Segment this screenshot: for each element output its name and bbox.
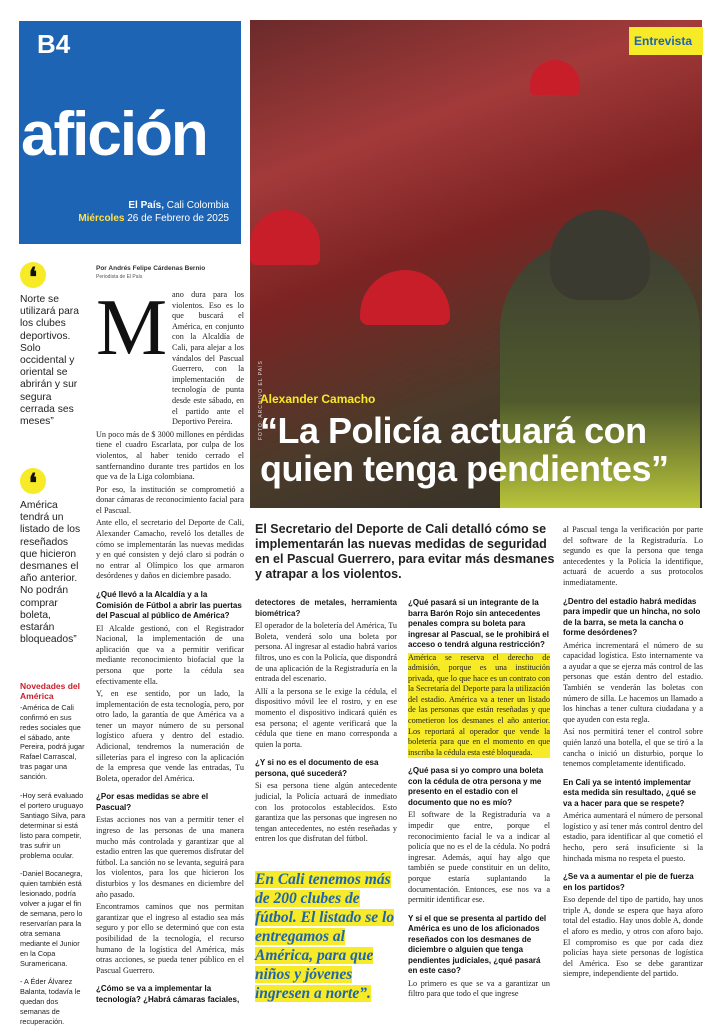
question: ¿Por esas medidas se abre el Pascual? <box>96 792 209 812</box>
question: ¿Dentro del estadio habrá medidas para impedir que un hincha, no solo de la barra, se meta la cancha o forme desórdenes? <box>563 596 701 638</box>
byline <box>96 265 246 281</box>
answer: Así nos permitirá tener el control sobre quién lanzó una botella, el que se tiró a la cancha o inició un disturbio, porque lo tenemos completamente identificado. <box>563 727 703 769</box>
pull-quote <box>255 870 395 1003</box>
answer: América incrementará el número de su capacidad logística. Esto internamente va a ayudar a que se ejerza más control de las personas que están dentro del estadio. También se venderán las boletas con número de silla. Le hacemos un llamado a los hinchas a tener cultura ciudadana y a que ayuden con esta regla. <box>563 640 703 724</box>
answer: Allí a la persona se le exige la cédula, el dispositivo móvil lee el rostro, y en ese momento el dispositivo indicará quién es esa persona; el agente verificará que la cédula que tiene en mano corresponda a quien la porta. <box>255 686 397 749</box>
fan-cap-shape <box>250 210 320 265</box>
sidebar-quote <box>20 468 86 646</box>
fan-cap-shape <box>530 60 580 95</box>
answer: Lo primero es que se va a garantizar un filtro para que todo el que ingrese <box>408 978 550 999</box>
answer: Encontramos caminos que nos permitan garantizar que el ingreso al estadio sea más seguro y por ello se determinó que con esta posibilidad de la tecnología, el recurso humano de la logística del América, más otras acciones, se pueda tener público en el Pascual Guerrero. <box>96 902 244 975</box>
article-column-2 <box>255 598 397 847</box>
note-item: - A Éder Álvarez Balanta, todavía le quedan dos semanas de recuperación. <box>20 977 81 1027</box>
masthead <box>19 21 241 244</box>
quote-icon: ❛ <box>20 262 46 288</box>
question: ¿Cómo se va a implementar la tecnología? ¿Habrá cámaras faciales, <box>96 984 240 1004</box>
fan-cap-shape <box>360 270 450 325</box>
paragraph: Por eso, la institución se comprometió a donar cámaras de reconocimiento facial para el Pascual. <box>96 484 244 515</box>
publication-info <box>78 199 229 225</box>
answer: El software de la Registraduría va a impedir que entre, porque el reconocimiento facial le va a indicar al policía que no es el de la cédula. No podrá ingresar. Además, aquí hay algo que también se puede constituir en un delito, porque estaría suplantando la documentación. Entonces, ese nos va a permitir identificar ese. <box>408 810 550 905</box>
quote-icon: ❛ <box>20 468 46 494</box>
answer: El Alcalde gestionó, con el Registrador Nacional, la implementación de una aplicación que va a permitir verificar mediante reconocimiento biofacial que la persona que porte la cédula sea efectivamente ella. <box>96 623 244 686</box>
note-item: -América de Cali confirmó en sus redes sociales que el sábado, ante Pereira, podrá jugar Rafael Carrascal, tras pagar una sanción. <box>20 702 85 782</box>
notes-title: Novedades del América <box>20 681 80 701</box>
question: ¿Qué pasa si yo compro una boleta con la cédula de otra persona y me presento en el estadio con el documento que no es mío? <box>408 766 544 807</box>
answer: detectores de metales, herramienta biométrica? <box>255 598 397 618</box>
answer: al Pascual tenga la verificación por parte del software de la Registraduría. Lo segundo es que la persona que tenga antecedentes y la Policía la identifique, actuará de acuerdo a sus protocolos inmediatamente. <box>563 525 703 587</box>
question: ¿Se va a aumentar el pie de fuerza en los partidos? <box>563 872 694 892</box>
question: En Cali ya se intentó implementar esta medida sin resultado, ¿qué se va a hacer para que se respete? <box>563 777 696 808</box>
publication-day: Miércoles <box>78 213 125 224</box>
article-column-3 <box>408 598 550 1002</box>
sidebar-quote <box>20 262 86 428</box>
article-column-1 <box>96 284 245 1007</box>
drop-cap: M <box>96 284 168 372</box>
answer: Si esa persona tiene algún antecedente judicial, la Policía actuará de inmediato con los protocolos establecidos. Esto garantiza que las personas que ingresen no tengan antecedentes, no estén reseñadas y entren los que disfrutan del fútbol. <box>255 781 397 844</box>
page-number: B4 <box>37 29 71 59</box>
police-helmet-shape <box>550 210 650 300</box>
note-item: -Hoy será evaluado el portero uruguayo Santiago Silva, para determinar si está listo para competir, tras sufrir un problema ocular. <box>20 791 86 860</box>
answer: Y, en ese sentido, por un lado, la implementación de esta tecnología, pero, por otro lado, la garantía de que América va a tener un mayor número de su personal logístico afuera y dentro del estadio. Adicional, tendremos la numeración de silleterías para el ingreso con la aplicación de la empresa que vende las entradas, Tu Boleta, operador del América. <box>96 689 244 783</box>
lead-photo <box>250 20 702 508</box>
question: ¿Qué llevó a la Alcaldía y a la Comisión de Fútbol a abrir las puertas del Pascual al público de América? <box>96 590 242 621</box>
answer: El operador de la boletería del América, Tu Boleta, venderá solo una boleta por persona. Al ingresar al estadio habrá varios filtros, uno es con la Policía, que dispondrá de una aplicación de la Registraduría en la entrada del escenario. <box>255 621 397 684</box>
answer-highlighted: América se reserva el derecho de admisión, porque es una institución privada, que lo que hace es un contrato con la Secretaría del Deporte para la utilización del estadio. América va a tener un listado de las personas que están reseñadas y que cometieron los desmanes el año anterior. Los reportará al operador que vende la boletería para que en el momento en que inscriba la cédula esta esté bloqueada. <box>408 652 550 757</box>
photo-credit: FOTO: ARCHIVO EL PAÍS <box>258 360 264 440</box>
paragraph: Un poco más de $ 3000 millones en pérdidas tiene el cuadro Escarlata, por culpa de los violentos, al haber tenido cerrado el santfernandino durante tres partidos en los que va de la Liga colombiana. <box>96 429 244 482</box>
question: Y si el que se presenta al partido del América es uno de los aficionados reseñados con los desmanes de diciembre o alguien que tenga pendientes judiciales, ¿qué pasará en este caso? <box>408 913 547 976</box>
article-lead: El Secretario del Deporte de Cali detalló cómo se implementarán las nuevas medidas de seguridad en el Pascual Guerrero, para evitar más desmanes y atrapar a los violentos. <box>255 522 555 581</box>
byline-role: Periodista de El País <box>96 274 143 280</box>
answer: América aumentará el número de personal logístico y así tener más control dentro del estadio, para identificar al que cometió el hecho, pero será insuficiente si la hinchada misma no respeta el puesto. <box>563 811 703 863</box>
answer: Estas acciones nos van a permitir tener el ingreso de las personas de una manera mucho más controlada y garantizar que al estadio entren las que queremos disfrutar del fútbol. La sanción no se levanta, seguirá para los violentos, para los que hicieron los disturbios y los desmanes en diciembre del año pasado. <box>96 815 245 899</box>
publication-date: 26 de Febrero de 2025 <box>127 213 229 224</box>
headline: “La Policía actuará con quien tenga pendientes” <box>260 410 669 489</box>
news-notes <box>20 682 86 1036</box>
section-tag: Entrevista <box>629 27 703 55</box>
publication-city: Cali Colombia <box>166 200 229 211</box>
byline-author: Por Andrés Felipe Cárdenas Bernio <box>96 265 206 272</box>
pull-quote-text: En Cali tenemos más de 200 clubes de fútbol. El listado se lo entregamos al América, para que niños y jóvenes ingresen a norte”. <box>255 871 395 1002</box>
question: ¿Qué pasará si un integrante de la barra Barón Rojo sin antecedentes penales compra su boleta para ingresar al Pascual, se le prohibirá el acceso o tendrá alguna restricción? <box>408 598 549 649</box>
publication-name: El País, <box>128 200 164 211</box>
answer: Eso depende del tipo de partido, hay unos triple A, donde se espera que haya aforo total del estadio. Hay unos doble A, donde el aforo es medio, y otros con aforo bajo. El compromiso es que por cada diez policías haya siete personas de logística del América. Eso se debe garantizar siempre, independiente del partido. <box>563 895 703 979</box>
sidebar-quote-text: Norte se utilizará para los clubes deportivos. Solo occidental y oriental se abrirán y sur segura cerrada ses meses” <box>20 294 79 428</box>
note-item: -Daniel Bocanegra, quien también está lesionado, podría volver a jugar el fin de semana, pero lo reservarían para la otra semana mediante el Junior en la Copa Suramericana. <box>20 869 83 968</box>
article-column-4 <box>563 525 703 982</box>
paragraph: Ante ello, el secretario del Deporte de Cali, Alexander Camacho, reveló los detalles de cómo se implementarán las nuevas medidas y en qué consisten y dejó claro si podrán o no entrar al Olímpico los que armaron desórdenes y daños en diciembre pasado. <box>96 518 244 581</box>
section-title: afición <box>21 100 207 169</box>
interviewee-name: Alexander Camacho <box>260 392 376 406</box>
question: ¿Y si no es el documento de esa persona, qué sucederá? <box>255 758 379 778</box>
paragraph: ano dura para los violentos. Eso es lo que buscará el América, en conjunto con la Alcaldía de Cali, para alejar a los vándalos del Pascual Guerrero, con la implementación de tecnología de punta desde este sábado, en el partido ante el Deportivo Pereira. <box>172 290 244 427</box>
sidebar-quote-text: América tendrá un listado de los reseñados que hicieron desmanes el año anterior. No podrán comprar boleta, estarán bloqueados” <box>20 500 81 646</box>
